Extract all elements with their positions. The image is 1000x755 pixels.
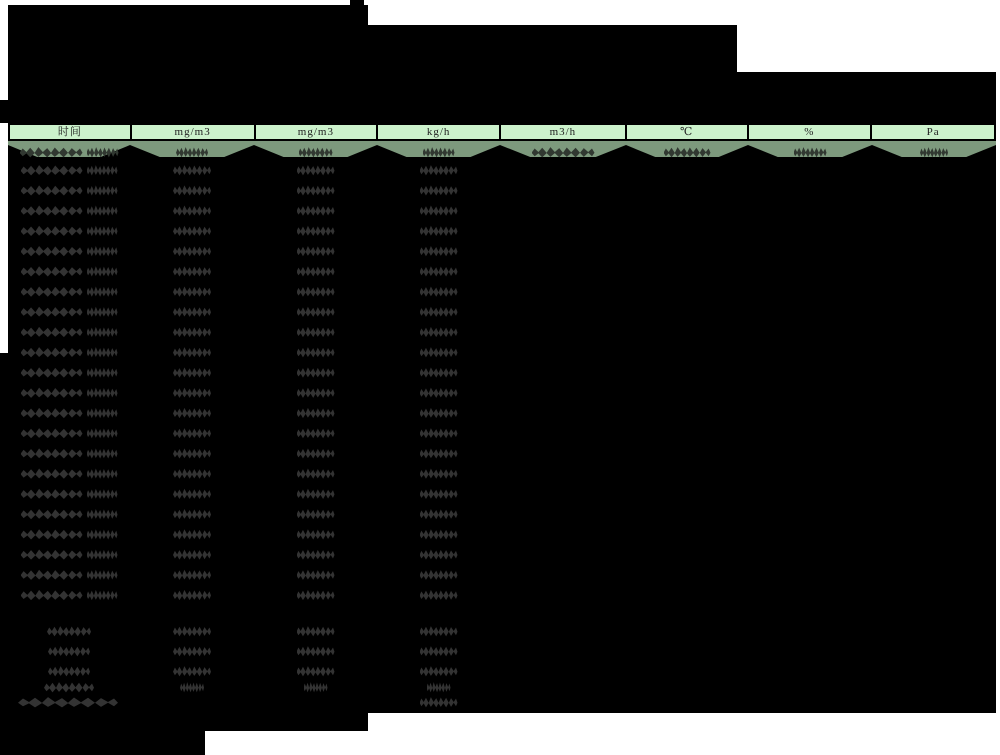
unit-header-cell-mgm3a: mg/m3 (132, 125, 254, 139)
first-row-cell (500, 141, 626, 157)
redacted-region (350, 0, 364, 5)
green-band-shape (500, 141, 626, 157)
green-band-shape (130, 141, 254, 157)
green-band-shape (626, 141, 748, 157)
redacted-region (737, 72, 996, 123)
units-header-row (8, 123, 996, 141)
first-row-cell (377, 141, 500, 157)
redacted-region (0, 353, 8, 713)
first-row-cell (254, 141, 377, 157)
first-row-cell (872, 141, 996, 157)
unit-header-cell-m3h: m3/h (501, 125, 625, 139)
redacted-region (368, 25, 737, 123)
green-band-shape (748, 141, 872, 157)
redacted-region (8, 5, 368, 123)
first-row-cell (130, 141, 254, 157)
green-band-shape (377, 141, 500, 157)
redacted-region (8, 141, 996, 713)
first-row-cell (8, 141, 130, 157)
unit-header-cell-degc: ℃ (627, 125, 747, 139)
redacted-region (0, 713, 368, 731)
green-band-shape (872, 141, 996, 157)
unit-header-cell-pct: % (749, 125, 871, 139)
redacted-region (0, 731, 205, 755)
first-row-cell (748, 141, 872, 157)
redacted-region (0, 100, 8, 123)
unit-header-cell-pa: Pa (872, 125, 994, 139)
first-data-row-redacted (8, 141, 996, 157)
green-band-shape (254, 141, 377, 157)
unit-header-cell-mgm3b: mg/m3 (256, 125, 377, 139)
green-band-shape (8, 141, 130, 157)
unit-header-cell-kgh: kg/h (378, 125, 499, 139)
first-row-cell (626, 141, 748, 157)
unit-header-cell-time: 时间 (10, 125, 130, 139)
